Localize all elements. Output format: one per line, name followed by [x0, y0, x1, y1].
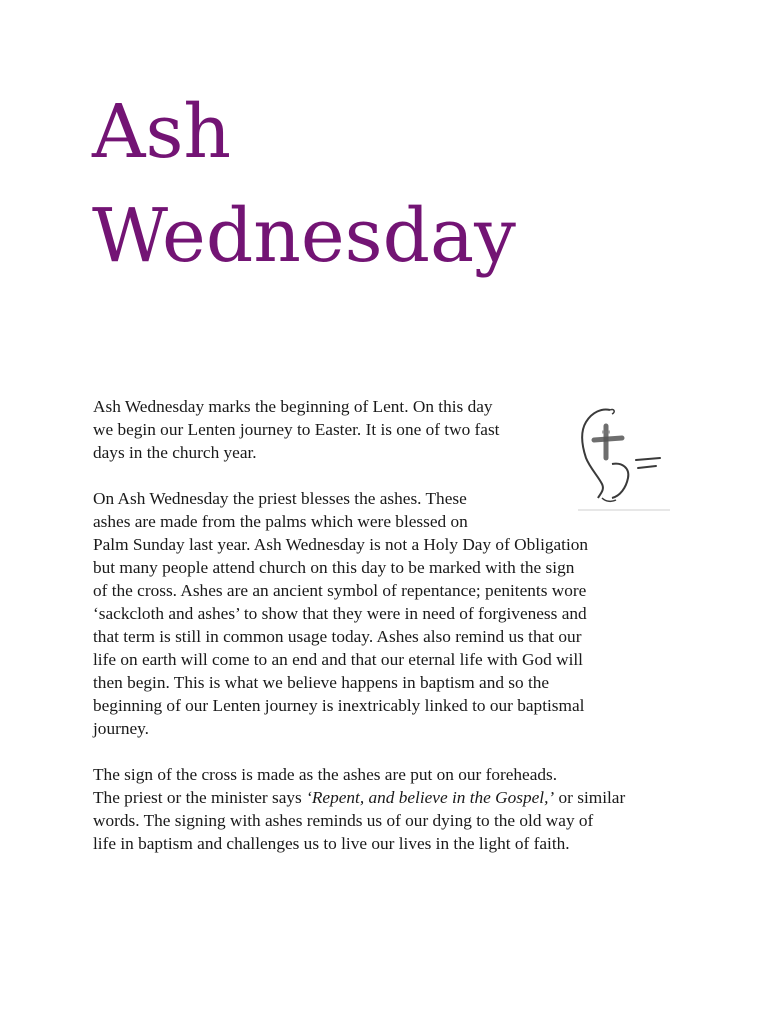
paragraph-spacer — [93, 464, 683, 487]
quote-lead-in: The priest or the minister says — [93, 788, 307, 807]
paragraph-2-line: ‘sackcloth and ashes’ to show that they were in need of forgiveness and — [93, 604, 587, 623]
paragraph-1-line: we begin our Lenten journey to Easter. It is one of two fast — [93, 420, 500, 439]
gospel-quote: ‘Repent, and believe in the Gospel,’ — [306, 788, 555, 807]
paragraph-2-line: of the cross. Ashes are an ancient symbol of repentance; penitents wore — [93, 581, 587, 600]
paragraph-spacer — [93, 740, 683, 763]
paragraph-3-line — [93, 786, 683, 809]
title-line-1: Ash — [92, 89, 232, 175]
title-line-2: Wednesday — [92, 193, 516, 279]
article-body — [93, 395, 683, 855]
paragraph-1-line: Ash Wednesday marks the beginning of Lent. On this day — [93, 397, 493, 416]
paragraph-3-line: The sign of the cross is made as the ashes are put on our foreheads. — [93, 765, 558, 784]
paragraph-3-line: words. The signing with ashes reminds us of our dying to the old way of — [93, 811, 594, 830]
paragraph-2-line: that term is still in common usage today. Ashes also remind us that our — [93, 627, 582, 646]
paragraph-2-line: but many people attend church on this day to be marked with the sign — [93, 558, 575, 577]
paragraph-2-line: beginning of our Lenten journey is inextricably linked to our baptismal — [93, 696, 585, 715]
page-title — [92, 80, 652, 288]
paragraph-3-line: life in baptism and challenges us to live our lives in the light of faith. — [93, 834, 570, 853]
paragraph-2-line: journey. — [93, 719, 149, 738]
paragraph-2-line: Palm Sunday last year. Ash Wednesday is not a Holy Day of Obligation — [93, 535, 589, 554]
paragraph-2-line: life on earth will come to an end and that our eternal life with God will — [93, 650, 583, 669]
paragraph-1-line: days in the church year. — [93, 443, 257, 462]
paragraph-2-line: On Ash Wednesday the priest blesses the ashes. These — [93, 489, 467, 508]
paragraph-2-line: then begin. This is what we believe happens in baptism and so the — [93, 673, 550, 692]
paragraph-2-line: ashes are made from the palms which were blessed on — [93, 512, 468, 531]
quote-trailer: or similar — [554, 788, 626, 807]
